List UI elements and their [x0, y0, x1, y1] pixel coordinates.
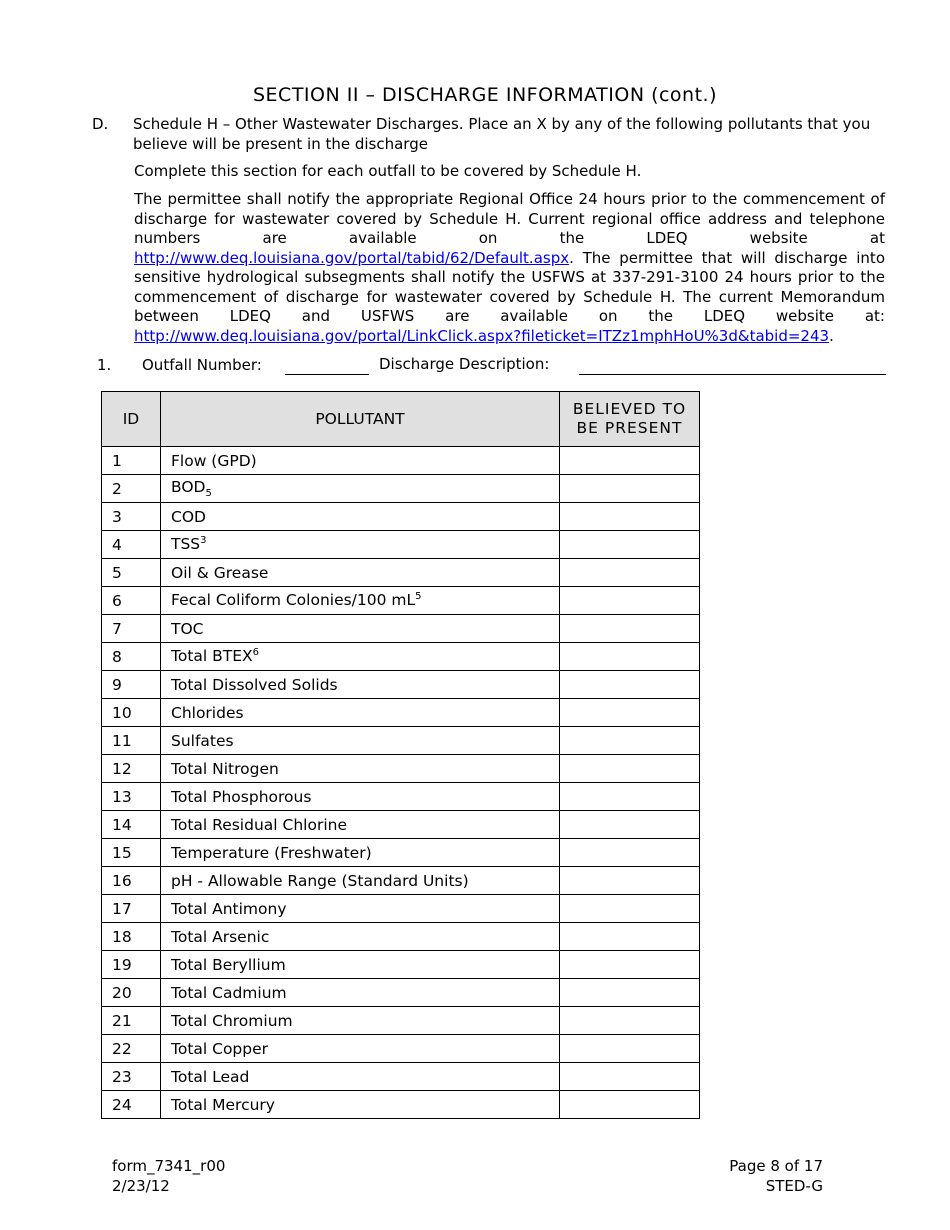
pollutant-name: Total Phosphorous: [171, 787, 312, 806]
pollutant-name: Total Beryllium: [171, 955, 286, 974]
table-row: [102, 783, 700, 811]
believed-present-cell[interactable]: [560, 615, 700, 643]
pollutant-name-cell: [161, 475, 560, 503]
pollutant-name-cell: [161, 755, 560, 783]
table-row: [102, 727, 700, 755]
table-row: [102, 503, 700, 531]
section-heading: Schedule H – Other Wastewater Discharges. Place an X by any of the following pollutants that you believe will be present in the discharge: [133, 115, 871, 153]
table-row: [102, 811, 700, 839]
outfall-number-label: Outfall Number:: [142, 356, 262, 374]
pollutant-name: pH - Allowable Range (Standard Units): [171, 871, 469, 890]
table-row: [102, 923, 700, 951]
pollutant-name-cell: [161, 615, 560, 643]
table-row: [102, 671, 700, 699]
pollutant-name: Total Copper: [171, 1039, 269, 1058]
pollutant-id: 4: [102, 531, 161, 559]
table-row: [102, 1091, 700, 1119]
pollutant-name: COD: [171, 507, 206, 526]
pollutant-name-cell: [161, 671, 560, 699]
footnote-marker: 5: [415, 591, 422, 603]
regional-office-link[interactable]: http://www.deq.louisiana.gov/portal/tabid/62/Default.aspx: [134, 248, 570, 267]
pollutant-id: 22: [102, 1035, 161, 1063]
pollutant-name-cell: [161, 811, 560, 839]
table-row: [102, 447, 700, 475]
memorandum-link[interactable]: http://www.deq.louisiana.gov/portal/LinkClick.aspx?fileticket=ITZz1mphHoU%3d&tabid=243: [134, 326, 830, 345]
pollutant-header: POLLUTANT: [161, 392, 560, 447]
notification-paragraph: [134, 190, 885, 346]
pollutant-name: Chlorides: [171, 703, 244, 722]
pollutant-name: Total Chromium: [171, 1011, 293, 1030]
believed-present-cell[interactable]: [560, 531, 700, 559]
pollutant-id: 12: [102, 755, 161, 783]
section-marker: D.: [92, 115, 109, 133]
pollutant-id: 14: [102, 811, 161, 839]
pollutant-name-cell: [161, 531, 560, 559]
table-row: [102, 1063, 700, 1091]
table-row: [102, 699, 700, 727]
pollutant-id: 24: [102, 1091, 161, 1119]
believed-present-cell[interactable]: [560, 1007, 700, 1035]
believed-present-cell[interactable]: [560, 811, 700, 839]
pollutant-name: Temperature (Freshwater): [171, 843, 372, 862]
notify-text-2: . The permittee that will discharge into sensitive hydrological subsegments shall notify the USFWS at 337-291-3100 24 hours prior to the commencement of discharge for wastewater covered by Schedule H. The current Memorandum between LDEQ and USFWS are available on the LDEQ website at:: [134, 248, 885, 325]
pollutant-name-cell: [161, 1035, 560, 1063]
pollutant-id: 3: [102, 503, 161, 531]
believed-present-cell[interactable]: [560, 559, 700, 587]
pollutant-name: Total BTEX: [171, 647, 253, 666]
pollutant-name: Total Lead: [171, 1067, 250, 1086]
believed-present-cell[interactable]: [560, 979, 700, 1007]
believed-present-cell[interactable]: [560, 867, 700, 895]
believed-header-line1: BELIEVED TO: [572, 400, 687, 418]
believed-present-cell[interactable]: [560, 699, 700, 727]
table-row: [102, 951, 700, 979]
pollutant-name-cell: [161, 503, 560, 531]
pollutant-name-cell: [161, 643, 560, 671]
table-row: [102, 867, 700, 895]
pollutant-id: 6: [102, 587, 161, 615]
pollutant-id: 15: [102, 839, 161, 867]
form-id: form_7341_r00: [112, 1157, 226, 1175]
pollutant-id: 9: [102, 671, 161, 699]
pollutant-id: 18: [102, 923, 161, 951]
discharge-description-field[interactable]: [579, 374, 886, 375]
believed-present-cell[interactable]: [560, 951, 700, 979]
believed-present-cell[interactable]: [560, 755, 700, 783]
pollutant-id: 7: [102, 615, 161, 643]
pollutant-name: Total Nitrogen: [171, 759, 279, 778]
pollutant-id: 11: [102, 727, 161, 755]
pollutant-name: TSS: [171, 535, 201, 554]
pollutant-name: Total Cadmium: [171, 983, 287, 1002]
believed-present-cell[interactable]: [560, 1091, 700, 1119]
pollutant-name: BOD: [171, 477, 206, 496]
pollutant-subscript: 5: [205, 488, 212, 500]
believed-present-cell[interactable]: [560, 895, 700, 923]
pollutant-name-cell: [161, 895, 560, 923]
pollutant-id: 20: [102, 979, 161, 1007]
pollutant-id: 23: [102, 1063, 161, 1091]
believed-present-cell[interactable]: [560, 727, 700, 755]
pollutant-id: 17: [102, 895, 161, 923]
pollutant-name: Flow (GPD): [171, 451, 257, 470]
believed-present-cell[interactable]: [560, 923, 700, 951]
pollutant-name-cell: [161, 783, 560, 811]
pollutant-name-cell: [161, 699, 560, 727]
pollutant-name: Oil & Grease: [171, 563, 269, 582]
pollutant-name: Total Residual Chlorine: [171, 815, 347, 834]
pollutant-name-cell: [161, 867, 560, 895]
pollutant-id: 10: [102, 699, 161, 727]
believed-present-cell[interactable]: [560, 475, 700, 503]
footnote-marker: 6: [252, 647, 260, 659]
table-row: [102, 1035, 700, 1063]
pollutant-id: 8: [102, 643, 161, 671]
outfall-number-field[interactable]: [285, 374, 369, 375]
believed-present-cell[interactable]: [560, 447, 700, 475]
believed-present-cell[interactable]: [560, 1063, 700, 1091]
pollutant-name-cell: [161, 587, 560, 615]
table-row: [102, 475, 700, 503]
believed-header: [560, 392, 700, 447]
pollutant-id: 2: [102, 475, 161, 503]
pollutant-name-cell: [161, 559, 560, 587]
pollutant-name-cell: [161, 1091, 560, 1119]
believed-present-cell[interactable]: [560, 643, 700, 671]
pollutant-name-cell: [161, 1007, 560, 1035]
pollutant-name: Fecal Coliform Colonies/100 mL: [171, 591, 416, 610]
pollutant-name: Total Mercury: [171, 1095, 275, 1114]
pollutant-name: Total Arsenic: [171, 927, 270, 946]
table-row: [102, 615, 700, 643]
pollutant-name-cell: [161, 951, 560, 979]
form-date: 2/23/12: [112, 1177, 170, 1195]
notify-text-end: .: [829, 326, 834, 345]
id-header: ID: [102, 392, 161, 447]
pollutant-id: 16: [102, 867, 161, 895]
table-row: [102, 643, 700, 671]
table-body: [102, 447, 700, 1119]
pollutant-name-cell: [161, 979, 560, 1007]
believed-present-cell[interactable]: [560, 1035, 700, 1063]
pollutant-name: Total Dissolved Solids: [171, 675, 338, 694]
page-number: Page 8 of 17: [729, 1157, 823, 1175]
believed-header-line2: BE PRESENT: [576, 419, 683, 437]
believed-present-cell[interactable]: [560, 783, 700, 811]
table-row: [102, 895, 700, 923]
table-row: [102, 755, 700, 783]
table-header-row: [102, 392, 700, 447]
table-row: [102, 587, 700, 615]
pollutant-id: 13: [102, 783, 161, 811]
item-number: 1.: [97, 356, 112, 374]
pollutant-name-cell: [161, 447, 560, 475]
table-row: [102, 979, 700, 1007]
pollutant-id: 19: [102, 951, 161, 979]
complete-instruction: Complete this section for each outfall to be covered by Schedule H.: [134, 162, 642, 180]
pollutant-name-cell: [161, 839, 560, 867]
believed-present-cell[interactable]: [560, 839, 700, 867]
page-title: SECTION II – DISCHARGE INFORMATION (cont.): [252, 84, 717, 106]
pollutant-name: Sulfates: [171, 731, 234, 750]
pollutant-name-cell: [161, 923, 560, 951]
table-row: [102, 559, 700, 587]
pollutant-name: TOC: [171, 619, 204, 638]
pollutant-id: 5: [102, 559, 161, 587]
believed-present-cell[interactable]: [560, 587, 700, 615]
form-code: STED-G: [765, 1177, 823, 1195]
pollutant-name-cell: [161, 1063, 560, 1091]
table-row: [102, 1007, 700, 1035]
table-row: [102, 839, 700, 867]
pollutant-id: 1: [102, 447, 161, 475]
footnote-marker: 3: [200, 535, 207, 547]
discharge-description-label: Discharge Description:: [379, 355, 550, 373]
believed-present-cell[interactable]: [560, 503, 700, 531]
table-row: [102, 531, 700, 559]
believed-present-cell[interactable]: [560, 671, 700, 699]
notify-text-1: The permittee shall notify the appropriate Regional Office 24 hours prior to the commencement of discharge for wastewater covered by Schedule H. Current regional office address and telephone numbers are available on the LDEQ website at: [134, 190, 885, 247]
pollutant-name-cell: [161, 727, 560, 755]
pollutant-id: 21: [102, 1007, 161, 1035]
pollutant-name: Total Antimony: [171, 899, 287, 918]
pollutant-table: [101, 391, 700, 1119]
